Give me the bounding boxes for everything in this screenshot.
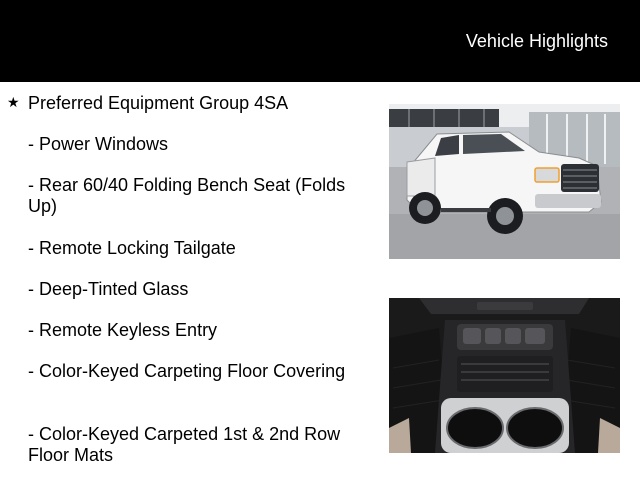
feature-item: - Deep-Tinted Glass <box>28 279 189 299</box>
truck-exterior-photo <box>389 104 620 259</box>
feature-item: - Rear 60/40 Folding Bench Seat (Folds Up) <box>28 175 346 216</box>
interior-console-photo <box>389 298 620 453</box>
feature-item: - Remote Locking Tailgate <box>28 238 236 258</box>
package-title: Preferred Equipment Group 4SA <box>28 93 289 113</box>
feature-item: - Remote Keyless Entry <box>28 320 218 340</box>
feature-item: - Color-Keyed Carpeting Floor Covering <box>28 361 346 381</box>
star-icon: ★ <box>7 94 20 110</box>
page-title: Vehicle Highlights <box>465 31 608 51</box>
feature-item: - Power Windows <box>28 134 169 154</box>
header-bar <box>0 0 640 82</box>
feature-item: - Color-Keyed Carpeted 1st & 2nd Row Floor Mats <box>28 424 341 465</box>
